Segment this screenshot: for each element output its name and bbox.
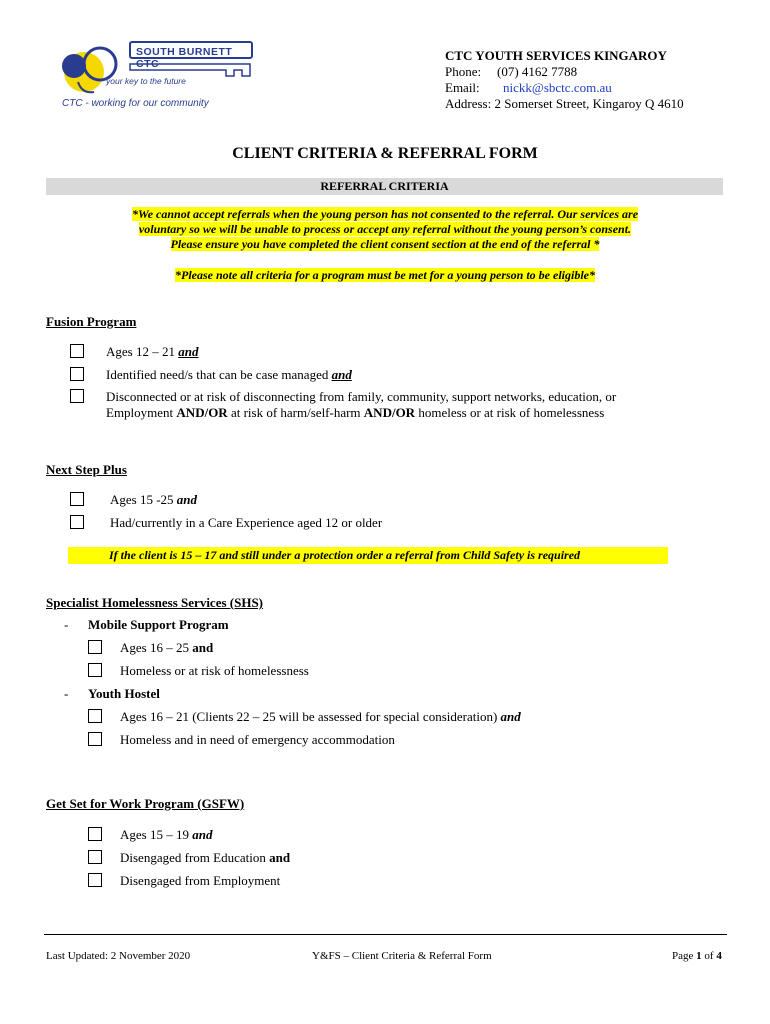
fusion-heading: Fusion Program xyxy=(46,314,137,329)
fusion-checkbox-1[interactable] xyxy=(70,344,84,358)
fusion-checkbox-3[interactable] xyxy=(70,389,84,403)
gsfw-item-1-text: Ages 15 – 19 xyxy=(120,827,193,842)
footer-updated: Last Updated: 2 November 2020 xyxy=(46,950,191,962)
fusion-item-1-and: and xyxy=(178,344,199,359)
fusion-item-3-line-2 xyxy=(106,405,616,421)
mobile-item-2: Homeless or at risk of homelessness xyxy=(120,663,309,678)
consent-warning xyxy=(60,207,710,252)
mobile-dash: - xyxy=(64,617,69,632)
footer-page-total: 4 xyxy=(716,950,722,962)
gsfw-checkbox-1[interactable] xyxy=(88,827,102,841)
nextstep-item-1 xyxy=(110,492,197,508)
nextstep-heading: Next Step Plus xyxy=(46,462,127,477)
fusion-andor-2: AND/OR xyxy=(363,405,416,420)
mobile-item-1-text: Ages 16 – 25 xyxy=(120,640,193,655)
nextstep-item-1-text: Ages 15 -25 xyxy=(110,492,177,507)
email-link[interactable]: nickk@sbctc.com.au xyxy=(503,80,612,95)
page-title: CLIENT CRITERIA & REFERRAL FORM xyxy=(232,145,538,162)
mobile-checkbox-1[interactable] xyxy=(88,640,102,654)
fusion-item-3-pre: Employment xyxy=(106,405,177,420)
phone-row xyxy=(445,64,684,80)
footer-page-number xyxy=(672,950,722,962)
fusion-item-2 xyxy=(106,367,352,383)
child-safety-note xyxy=(68,547,668,564)
address-value: 2 Somerset Street, Kingaroy Q 4610 xyxy=(494,96,684,111)
email-label: Email: xyxy=(445,80,480,95)
gsfw-item-2-and: and xyxy=(269,850,291,865)
nextstep-item-2: Had/currently in a Care Experience aged 12 or older xyxy=(110,515,383,530)
phone-label: Phone: xyxy=(445,64,482,79)
nextstep-checkbox-2[interactable] xyxy=(70,515,84,529)
fusion-item-1-text: Ages 12 – 21 xyxy=(106,344,179,359)
gsfw-item-2 xyxy=(120,850,290,866)
address-label: Address: xyxy=(445,96,492,111)
hostel-checkbox-2[interactable] xyxy=(88,732,102,746)
gsfw-item-2-text: Disengaged from Education xyxy=(120,850,270,865)
mobile-checkbox-2[interactable] xyxy=(88,663,102,677)
hostel-item-1-text: Ages 16 – 21 (Clients 22 – 25 will be assessed for special consideration) xyxy=(120,709,501,724)
fusion-item-3-post: homeless or at risk of homelessness xyxy=(415,405,605,420)
hostel-item-1-and: and xyxy=(500,709,521,724)
gsfw-item-1 xyxy=(120,827,212,843)
nextstep-checkbox-1[interactable] xyxy=(70,492,84,506)
gsfw-heading: Get Set for Work Program (GSFW) xyxy=(46,796,245,811)
child-safety-note-text: If the client is 15 – 17 and still under a protection order a referral from Child Safety is required xyxy=(109,548,581,562)
warning-line-3: Please ensure you have completed the client consent section at the end of the referral * xyxy=(170,237,600,251)
fusion-item-2-text: Identified need/s that can be case managed xyxy=(106,367,332,382)
shs-heading: Specialist Homelessness Services (SHS) xyxy=(46,595,264,610)
contact-block xyxy=(445,48,684,112)
logo-subtitle: CTC - working for our community xyxy=(62,98,209,109)
mobile-item-1-and: and xyxy=(192,640,214,655)
hostel-item-1 xyxy=(120,709,521,725)
gsfw-item-1-and: and xyxy=(192,827,213,842)
fusion-item-3-mid: at risk of harm/self-harm xyxy=(227,405,364,420)
footer-divider xyxy=(44,934,727,935)
warning-line-2: voluntary so we will be unable to process or accept any referral without the young person’s consent. xyxy=(138,222,632,236)
fusion-checkbox-2[interactable] xyxy=(70,367,84,381)
hostel-dash: - xyxy=(64,686,69,701)
fusion-item-2-and: and xyxy=(331,367,352,382)
eligibility-note-text: *Please note all criteria for a program must be met for a young person to be eligible* xyxy=(175,268,595,282)
footer-page-mid: of xyxy=(701,950,717,962)
fusion-item-1 xyxy=(106,344,198,360)
hostel-item-2: Homeless and in need of emergency accommodation xyxy=(120,732,395,747)
gsfw-item-3: Disengaged from Employment xyxy=(120,873,281,888)
logo-tagline: your key to the future xyxy=(106,76,186,86)
logo-title: SOUTH BURNETT CTC xyxy=(136,46,233,70)
fusion-item-3 xyxy=(106,389,616,421)
footer-page-pre: Page xyxy=(672,950,697,962)
footer-page-current: 1 xyxy=(696,950,702,962)
eligibility-note xyxy=(0,268,770,283)
logo xyxy=(58,38,233,114)
fusion-andor-1: AND/OR xyxy=(176,405,228,420)
email-row xyxy=(445,80,684,96)
youth-hostel-heading: Youth Hostel xyxy=(88,686,160,701)
criteria-header: REFERRAL CRITERIA xyxy=(46,178,723,195)
warning-line-1: *We cannot accept referrals when the young person has not consented to the referral. Our services are xyxy=(131,207,639,221)
nextstep-item-1-and: and xyxy=(176,492,198,507)
fusion-item-3-line-1: Disconnected or at risk of disconnecting from family, community, support networks, education, or xyxy=(106,389,617,404)
hostel-checkbox-1[interactable] xyxy=(88,709,102,723)
footer-form-name: Y&FS – Client Criteria & Referral Form xyxy=(312,950,492,962)
phone-value: (07) 4162 7788 xyxy=(497,64,578,79)
org-name: CTC YOUTH SERVICES KINGAROY xyxy=(445,48,667,63)
gsfw-checkbox-3[interactable] xyxy=(88,873,102,887)
mobile-item-1 xyxy=(120,640,213,656)
gsfw-checkbox-2[interactable] xyxy=(88,850,102,864)
mobile-support-heading: Mobile Support Program xyxy=(88,617,229,632)
address-row xyxy=(445,96,684,112)
